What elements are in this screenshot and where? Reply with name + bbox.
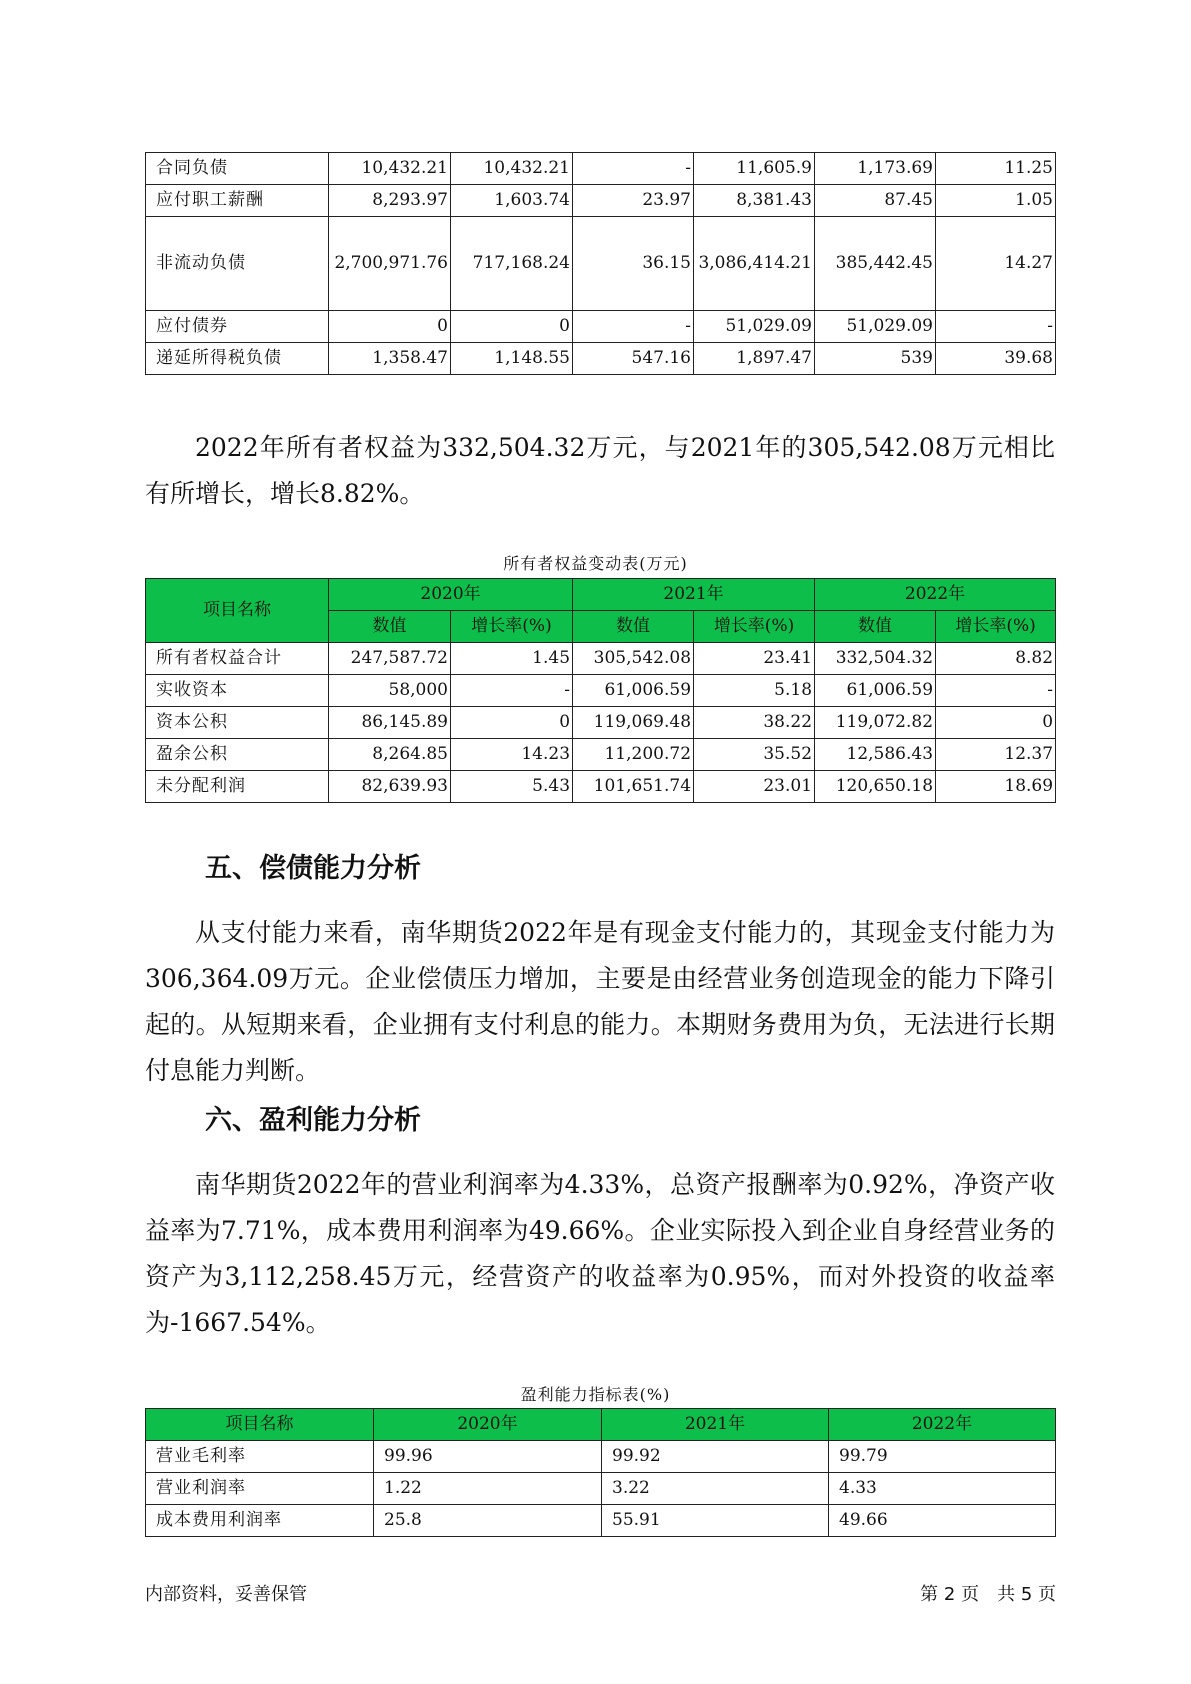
page-suffix: 页 <box>1038 1584 1056 1605</box>
equity-table-body <box>146 643 1056 803</box>
equity-sub-value: 数值 <box>329 611 451 643</box>
cell-value: 49.66 <box>829 1505 1056 1537</box>
cell-value: 1,897.47 <box>694 343 815 375</box>
equity-sub-growth: 增长率(%) <box>451 611 573 643</box>
cell-value: 1.45 <box>451 643 573 675</box>
cell-value: 51,029.09 <box>694 311 815 343</box>
row-label: 合同负债 <box>146 153 329 185</box>
cell-value: 14.27 <box>936 217 1056 311</box>
cell-value: 3.22 <box>602 1473 829 1505</box>
cell-value: - <box>573 153 694 185</box>
cell-value: 14.23 <box>451 739 573 771</box>
cell-value: 61,006.59 <box>573 675 694 707</box>
equity-header-item: 项目名称 <box>146 579 329 643</box>
cell-value: 99.92 <box>602 1441 829 1473</box>
cell-value: 305,542.08 <box>573 643 694 675</box>
cell-value: 11.25 <box>936 153 1056 185</box>
cell-value: 99.79 <box>829 1441 1056 1473</box>
table-row <box>146 771 1056 803</box>
footer-note: 内部资料，妥善保管 <box>145 1584 307 1605</box>
cell-value: 0 <box>451 311 573 343</box>
equity-header-year-2020: 2020年 <box>329 579 573 611</box>
cell-value: 61,006.59 <box>815 675 936 707</box>
table-row <box>146 311 1056 343</box>
cell-value: 247,587.72 <box>329 643 451 675</box>
section-heading-profitability: 六、盈利能力分析 <box>205 1105 421 1136</box>
table-row <box>146 739 1056 771</box>
cell-value: 11,200.72 <box>573 739 694 771</box>
row-label: 未分配利润 <box>146 771 329 803</box>
cell-value: - <box>451 675 573 707</box>
cell-value: 11,605.9 <box>694 153 815 185</box>
cell-value: 539 <box>815 343 936 375</box>
cell-value: 119,069.48 <box>573 707 694 739</box>
table-row <box>146 643 1056 675</box>
paragraph-solvency: 从支付能力来看，南华期货2022年是有现金支付能力的，其现金支付能力为306,364.09万元。企业偿债压力增加，主要是由经营业务创造现金的能力下降引起的。从短期来看，企业拥有支付利息的能力。本期财务费用为负，无法进行长期付息能力判断。 <box>145 918 1055 1085</box>
cell-value: 1,148.55 <box>451 343 573 375</box>
cell-value: 25.8 <box>374 1505 602 1537</box>
cell-value: 2,700,971.76 <box>329 217 451 311</box>
cell-value: 5.43 <box>451 771 573 803</box>
row-label: 递延所得税负债 <box>146 343 329 375</box>
equity-table <box>145 578 1056 803</box>
table-row <box>146 343 1056 375</box>
cell-value: 547.16 <box>573 343 694 375</box>
page-prefix: 第 <box>920 1584 939 1605</box>
cell-value: - <box>573 311 694 343</box>
cell-value: 23.41 <box>694 643 815 675</box>
cell-value: 99.96 <box>374 1441 602 1473</box>
cell-value: 12,586.43 <box>815 739 936 771</box>
row-label: 成本费用利润率 <box>146 1505 374 1537</box>
cell-value: 8,264.85 <box>329 739 451 771</box>
cell-value: 0 <box>936 707 1056 739</box>
cell-value: 1.05 <box>936 185 1056 217</box>
table-row <box>146 1473 1056 1505</box>
footer-page-number <box>920 1580 1056 1606</box>
cell-value: 12.37 <box>936 739 1056 771</box>
cell-value: 87.45 <box>815 185 936 217</box>
cell-value: 86,145.89 <box>329 707 451 739</box>
equity-sub-growth: 增长率(%) <box>936 611 1056 643</box>
cell-value: 385,442.45 <box>815 217 936 311</box>
cell-value: 3,086,414.21 <box>694 217 815 311</box>
paragraph-profitability: 南华期货2022年的营业利润率为4.33%，总资产报酬率为0.92%，净资产收益率为7.71%，成本费用利润率为49.66%。企业实际投入到企业自身经营业务的资产为3,112,258.45万元，经营资产的收益率为0.95%，而对外投资的收益率为-1667.54%。 <box>145 1170 1055 1337</box>
cell-value: 1,358.47 <box>329 343 451 375</box>
liabilities-table <box>145 152 1056 375</box>
cell-value: 36.15 <box>573 217 694 311</box>
row-label: 资本公积 <box>146 707 329 739</box>
section-heading-solvency: 五、偿债能力分析 <box>205 853 421 884</box>
cell-value: - <box>936 675 1056 707</box>
cell-value: 51,029.09 <box>815 311 936 343</box>
profit-table <box>145 1408 1056 1537</box>
table-row <box>146 675 1056 707</box>
cell-value: 119,072.82 <box>815 707 936 739</box>
cell-value: 120,650.18 <box>815 771 936 803</box>
profit-header-year-2022: 2022年 <box>829 1409 1056 1441</box>
row-label: 营业毛利率 <box>146 1441 374 1473</box>
table-row <box>146 1441 1056 1473</box>
row-label: 营业利润率 <box>146 1473 374 1505</box>
cell-value: 55.91 <box>602 1505 829 1537</box>
cell-value: 39.68 <box>936 343 1056 375</box>
cell-value: 82,639.93 <box>329 771 451 803</box>
cell-value: 101,651.74 <box>573 771 694 803</box>
cell-value: 58,000 <box>329 675 451 707</box>
cell-value: 38.22 <box>694 707 815 739</box>
cell-value: - <box>936 311 1056 343</box>
equity-header-year-2021: 2021年 <box>573 579 815 611</box>
profit-table-body <box>146 1441 1056 1537</box>
cell-value: 18.69 <box>936 771 1056 803</box>
equity-sub-growth: 增长率(%) <box>694 611 815 643</box>
cell-value: 23.01 <box>694 771 815 803</box>
page-total: 5 <box>1020 1584 1033 1605</box>
row-label: 应付职工薪酬 <box>146 185 329 217</box>
cell-value: 8,293.97 <box>329 185 451 217</box>
page-middle: 页 共 <box>961 1584 1016 1605</box>
row-label: 盈余公积 <box>146 739 329 771</box>
profit-header-year-2021: 2021年 <box>602 1409 829 1441</box>
row-label: 应付债券 <box>146 311 329 343</box>
equity-sub-value: 数值 <box>815 611 936 643</box>
table-row <box>146 707 1056 739</box>
cell-value: 8.82 <box>936 643 1056 675</box>
cell-value: 1,173.69 <box>815 153 936 185</box>
cell-value: 332,504.32 <box>815 643 936 675</box>
cell-value: 0 <box>329 311 451 343</box>
equity-sub-value: 数值 <box>573 611 694 643</box>
profit-header-item: 项目名称 <box>146 1409 374 1441</box>
cell-value: 1,603.74 <box>451 185 573 217</box>
liabilities-table-body <box>146 153 1056 375</box>
cell-value: 717,168.24 <box>451 217 573 311</box>
equity-header-year-2022: 2022年 <box>815 579 1056 611</box>
cell-value: 23.97 <box>573 185 694 217</box>
row-label: 非流动负债 <box>146 217 329 311</box>
cell-value: 35.52 <box>694 739 815 771</box>
profit-table-caption: 盈利能力指标表(%) <box>520 1385 671 1404</box>
row-label: 实收资本 <box>146 675 329 707</box>
table-row <box>146 185 1056 217</box>
cell-value: 4.33 <box>829 1473 1056 1505</box>
cell-value: 8,381.43 <box>694 185 815 217</box>
table-row <box>146 153 1056 185</box>
equity-table-caption: 所有者权益变动表(万元) <box>503 554 688 573</box>
paragraph-equity: 2022年所有者权益为332,504.32万元，与2021年的305,542.08万元相比有所增长，增长8.82%。 <box>145 433 1055 508</box>
cell-value: 10,432.21 <box>329 153 451 185</box>
cell-value: 0 <box>451 707 573 739</box>
page-current: 2 <box>943 1584 956 1605</box>
cell-value: 1.22 <box>374 1473 602 1505</box>
cell-value: 10,432.21 <box>451 153 573 185</box>
row-label: 所有者权益合计 <box>146 643 329 675</box>
cell-value: 5.18 <box>694 675 815 707</box>
table-row <box>146 217 1056 311</box>
profit-header-year-2020: 2020年 <box>374 1409 602 1441</box>
table-row <box>146 1505 1056 1537</box>
